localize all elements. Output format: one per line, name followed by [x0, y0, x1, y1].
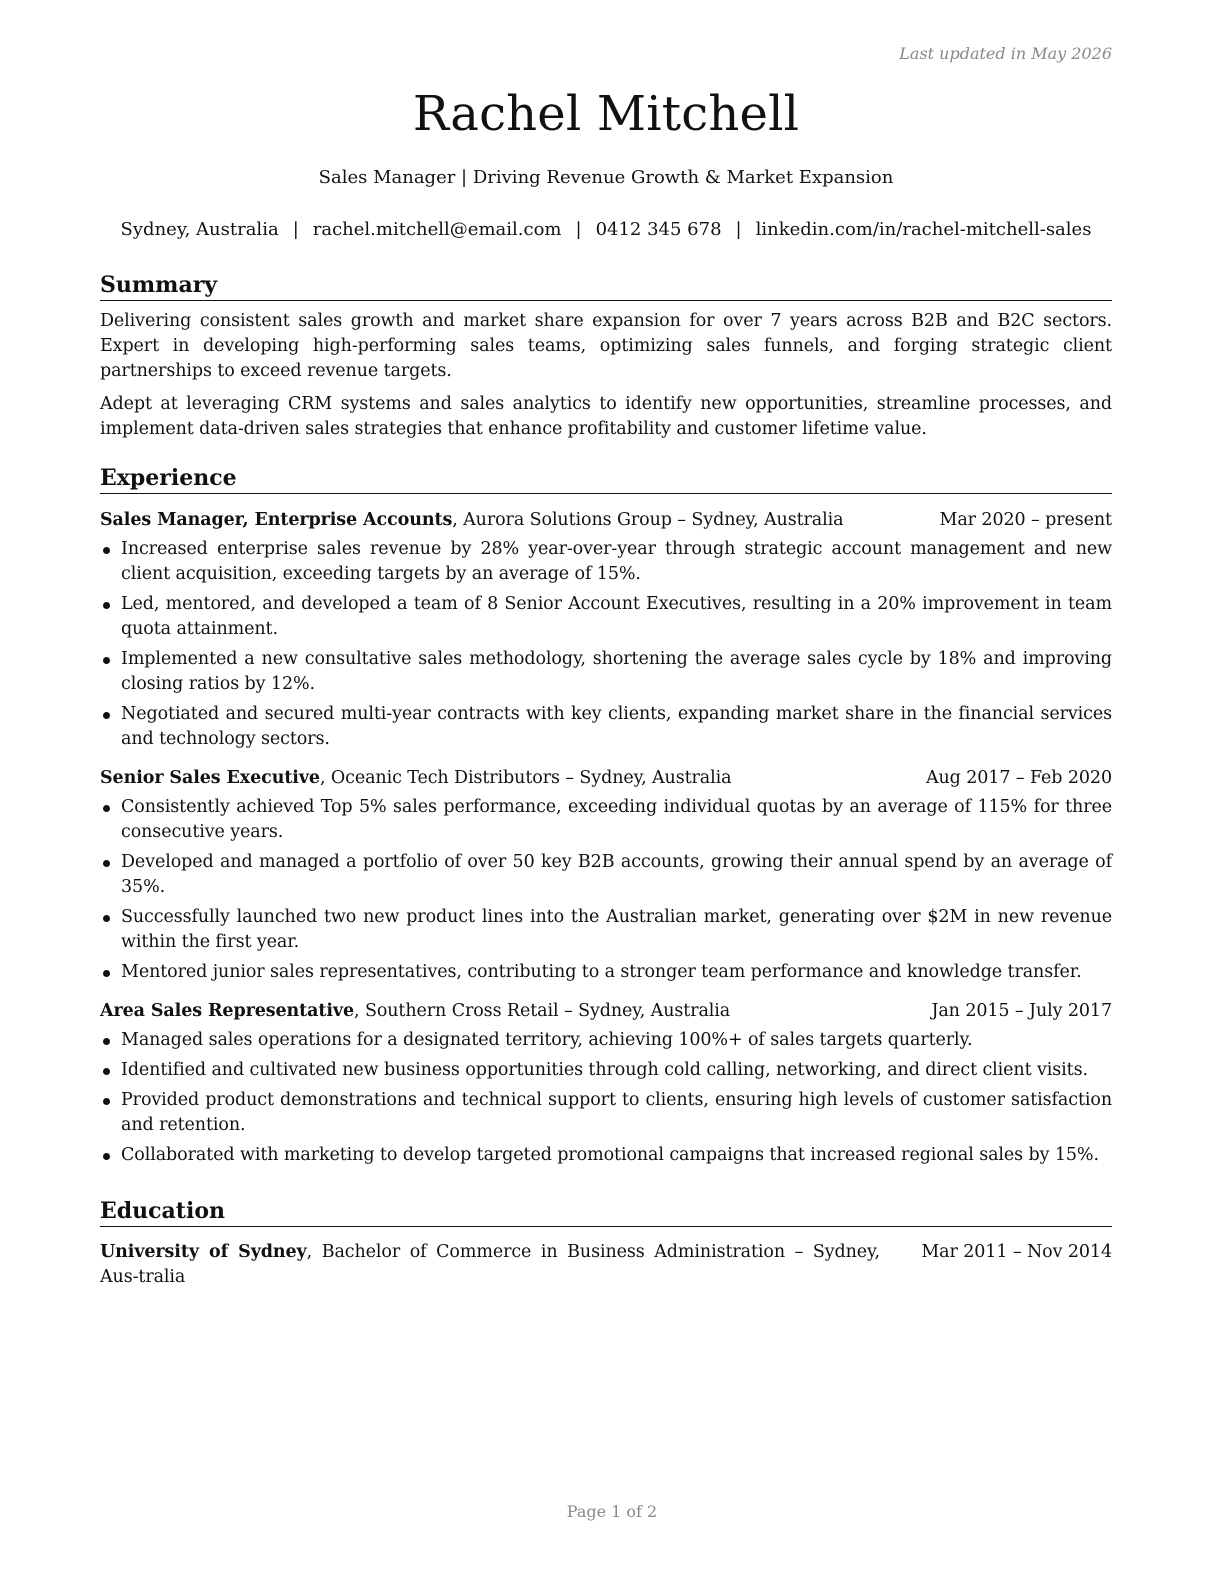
bullet-item: Developed and managed a portfolio of over 50 key B2B accounts, growing their annual spend by an average of 35%.	[100, 850, 1112, 900]
job-company: , Aurora Solutions Group – Sydney, Australia	[452, 510, 844, 530]
headline: Sales Manager | Driving Revenue Growth & Market Expansion	[318, 167, 894, 188]
job-title: Area Sales Representative	[100, 1001, 355, 1021]
page-number: Page 1 of 2	[566, 1502, 658, 1521]
bullet-item: Consistently achieved Top 5% sales performance, exceeding individual quotas by an average of 115% for three consecutive years.	[100, 795, 1112, 845]
experience-section	[100, 464, 1112, 1173]
job-bullets	[100, 795, 1112, 985]
job-role	[100, 766, 731, 791]
bullet-item: Managed sales operations for a designated territory, achieving 100%+ of sales targets quarterly.	[100, 1028, 1112, 1053]
job-entry	[100, 766, 1112, 985]
contact-line	[100, 219, 1112, 240]
resume-page	[100, 0, 1112, 1584]
job-company: , Oceanic Tech Distributors – Sydney, Australia	[319, 768, 732, 788]
bullet-item: Increased enterprise sales revenue by 28% year-over-year through strategic account management and new client acquisition, exceeding targets by an average of 15%.	[100, 537, 1112, 587]
bullet-item: Collaborated with marketing to develop targeted promotional campaigns that increased regional sales by 15%.	[100, 1143, 1112, 1168]
job-entry	[100, 999, 1112, 1168]
bullet-item: Successfully launched two new product lines into the Australian market, generating over $2M in new revenue within the first year.	[100, 905, 1112, 955]
bullet-item: Led, mentored, and developed a team of 8 Senior Account Executives, resulting in a 20% improvement in team quota attainment.	[100, 592, 1112, 642]
last-updated: Last updated in May 2026	[899, 44, 1112, 63]
bullet-item: Implemented a new consultative sales methodology, shortening the average sales cycle by 18% and improving closing ratios by 12%.	[100, 647, 1112, 697]
job-company: , Southern Cross Retail – Sydney, Australia	[354, 1001, 731, 1021]
summary-section	[100, 271, 1112, 442]
job-date: Jan 2015 – July 2017	[931, 1001, 1112, 1021]
education-section	[100, 1197, 1112, 1290]
job-role	[100, 999, 730, 1024]
job-header	[100, 766, 1112, 791]
contact-separator: |	[735, 219, 742, 240]
education-entry	[100, 1240, 1112, 1290]
contact-separator: |	[575, 219, 582, 240]
contact-phone: 0412 345 678	[595, 219, 722, 240]
contact-separator: |	[292, 219, 299, 240]
job-bullets	[100, 1028, 1112, 1168]
contact-email[interactable]: rachel.mitchell@email.com	[312, 219, 562, 240]
section-title: Summary	[100, 271, 1112, 301]
job-title: Sales Manager, Enterprise Accounts	[100, 510, 453, 530]
education-school: University of Sydney	[100, 1242, 307, 1262]
bullet-item: Negotiated and secured multi-year contracts with key clients, expanding market share in the financial services and technology sectors.	[100, 702, 1112, 752]
section-title: Education	[100, 1197, 1112, 1227]
summary-paragraph: Adept at leveraging CRM systems and sales analytics to identify new opportunities, streamline processes, and implement data-driven sales strategies that enhance profitability and customer lifetime value.	[100, 394, 1112, 439]
job-header	[100, 999, 1112, 1024]
section-title: Experience	[100, 464, 1112, 494]
education-text	[100, 1240, 880, 1290]
job-entry	[100, 508, 1112, 752]
job-role	[100, 508, 843, 533]
summary-paragraph: Delivering consistent sales growth and market share expansion for over 7 years across B2B and B2C sectors. Expert in developing high-performing sales teams, optimizing sales funnels, and forging strategic client partnerships to exceed revenue targets.	[100, 311, 1112, 381]
contact-linkedin[interactable]: linkedin.com/in/rachel-mitchell-sales	[755, 219, 1092, 240]
job-date: Aug 2017 – Feb 2020	[925, 768, 1112, 788]
job-title: Senior Sales Executive	[100, 768, 320, 788]
contact-location: Sydney, Australia	[120, 219, 279, 240]
education-date: Mar 2011 – Nov 2014	[921, 1242, 1112, 1262]
bullet-item: Mentored junior sales representatives, contributing to a stronger team performance and knowledge transfer.	[100, 960, 1112, 985]
education-degree: , Bachelor of Commerce in Business Administration – Sydney, Aus-tralia	[100, 1242, 880, 1287]
bullet-item: Identified and cultivated new business opportunities through cold calling, networking, and direct client visits.	[100, 1058, 1112, 1083]
job-bullets	[100, 537, 1112, 752]
bullet-item: Provided product demonstrations and technical support to clients, ensuring high levels of customer satisfaction and retention.	[100, 1088, 1112, 1138]
candidate-name: Rachel Mitchell	[412, 86, 800, 142]
job-date: Mar 2020 – present	[939, 510, 1112, 530]
job-header	[100, 508, 1112, 533]
